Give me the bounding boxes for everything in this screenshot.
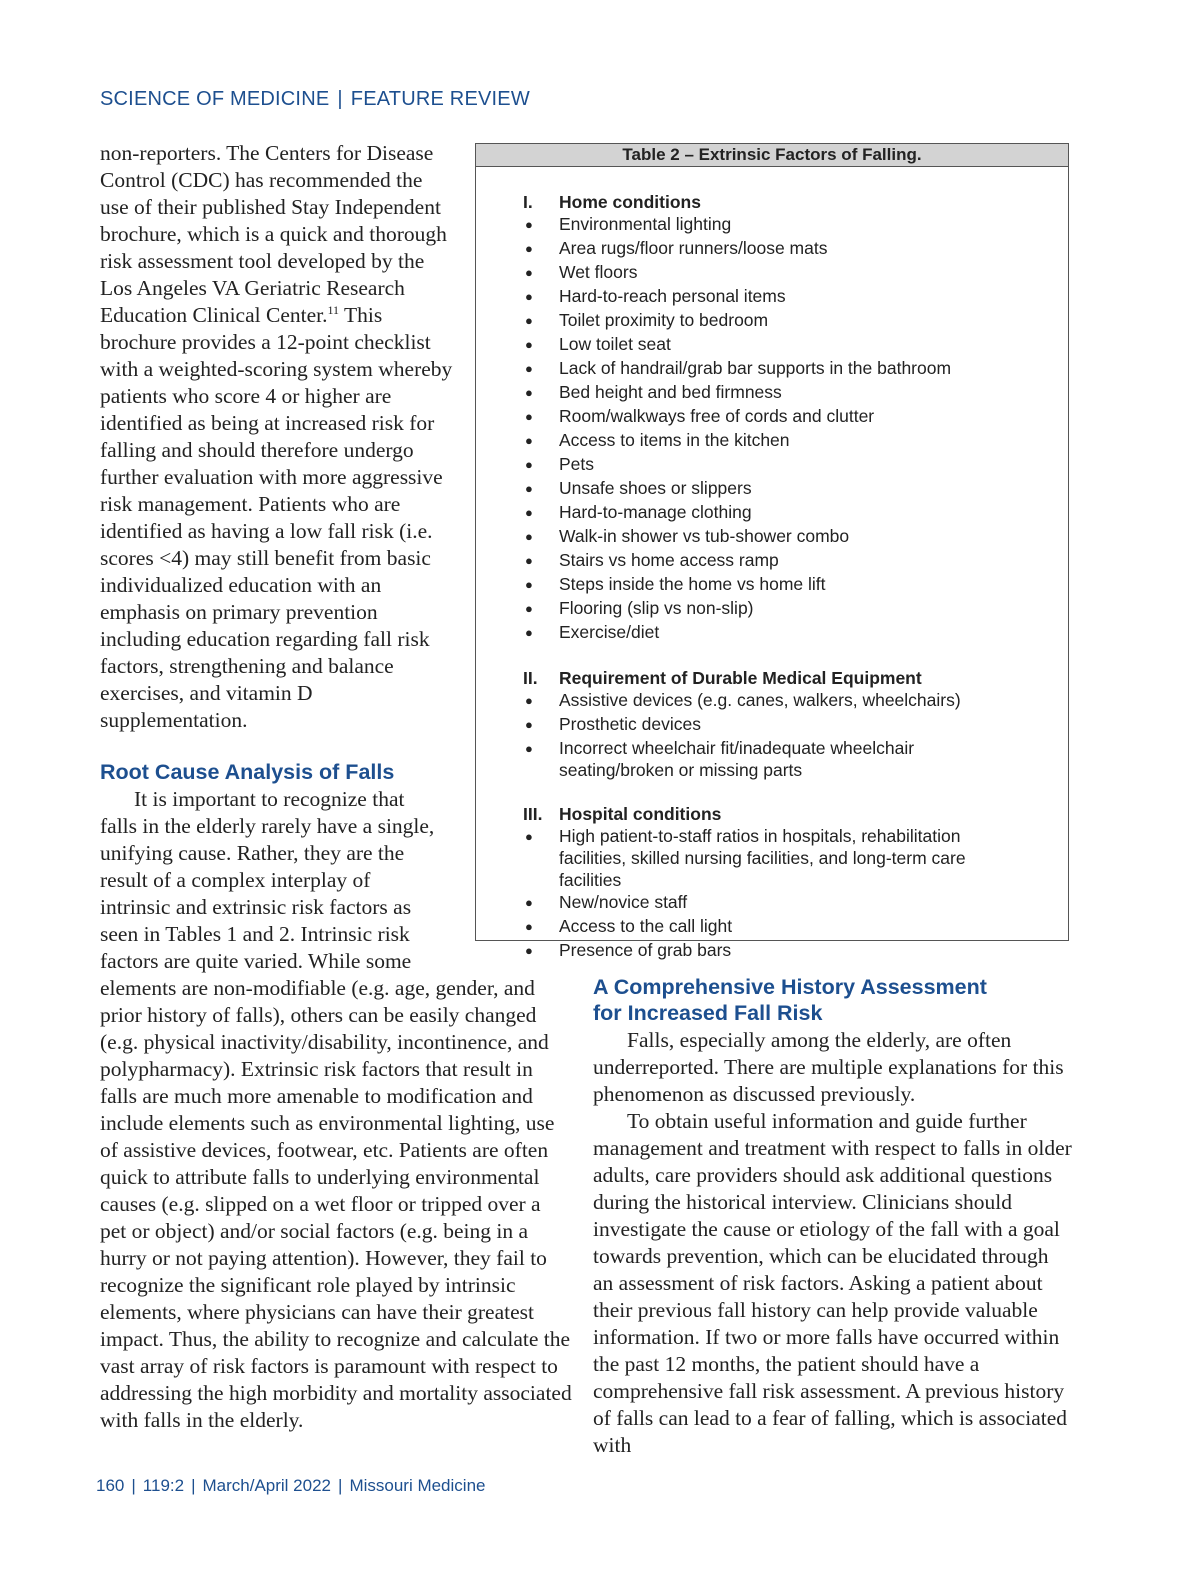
- table-list-item: [476, 333, 1068, 357]
- table-item-text: Access to the call light: [559, 916, 733, 936]
- bullet-marker: [476, 333, 559, 357]
- table-item-text: Stairs vs home access ramp: [559, 550, 779, 570]
- section-heading: Requirement of Durable Medical Equipment: [559, 668, 922, 688]
- table-item-text: Low toilet seat: [559, 334, 671, 354]
- bullet-marker: [476, 713, 559, 737]
- bullet-marker: [476, 453, 559, 477]
- table-list-item: [476, 689, 1068, 713]
- bullet-icon: ●: [525, 505, 533, 520]
- bullet-icon: ●: [525, 433, 533, 448]
- table-item-text: Prosthetic devices: [559, 714, 702, 734]
- footer-separator: |: [191, 1476, 196, 1495]
- bullet-marker: [476, 825, 559, 891]
- bullet-icon: ●: [525, 361, 533, 376]
- bullet-icon: ●: [525, 529, 533, 544]
- table-section: [476, 191, 1068, 645]
- bullet-icon: ●: [525, 829, 533, 844]
- bullet-marker: [476, 237, 559, 261]
- table-section-header: [476, 803, 1068, 825]
- table-list-item: [476, 261, 1068, 285]
- history-paragraph-1: Falls, especially among the elderly, are often underreported. There are multiple explanations for this phenomenon as discussed previously.: [593, 1028, 1064, 1106]
- bullet-icon: ●: [525, 217, 533, 232]
- footer-journal: Missouri Medicine: [349, 1476, 486, 1495]
- table-sections: [476, 191, 1068, 963]
- table-list-item: [476, 549, 1068, 573]
- bullet-marker: [476, 261, 559, 285]
- table-item-text: Flooring (slip vs non-slip): [559, 598, 754, 618]
- history-assessment-heading: [593, 974, 1063, 1026]
- root-cause-heading: Root Cause Analysis of Falls: [100, 760, 395, 784]
- bullet-marker: [476, 429, 559, 453]
- extrinsic-factors-table: [475, 143, 1069, 960]
- table-item-text: Pets: [559, 454, 595, 474]
- footer-separator: |: [131, 1476, 136, 1495]
- bullet-marker: [476, 309, 559, 333]
- left-column-intro: [100, 140, 456, 734]
- table-list-item: [476, 405, 1068, 429]
- footer-separator: |: [338, 1476, 343, 1495]
- root-cause-paragraph: It is important to recognize that falls in the elderly rarely have a single, unifying cause. Rather, they are the result of a complex interplay of intrinsic and extrinsic risk factors as seen in Tables 1 and 2. Intrinsic risk factors are quite varied. While some elements are non-modifiable (e.g. age, gender, and prior history of falls), others can be easily changed (e.g. physical inactivity/disability, incontinence, and polypharmacy). Extrinsic risk factors that result in falls are much more amenable to modification and include elements such as environmental lighting, use of assistive devices, footwear, etc. Patients are often quick to attribute falls to underlying environmental causes (e.g. slipped on a wet floor or tripped over a pet or object) and/or social factors (e.g. being in a hurry or not paying attention). However, they fail to recognize the significant role played by intrinsic elements, where physicians can have their greatest impact. Thus, the ability to recognize and calculate the vast array of risk factors is paramount with respect to addressing the high morbidity and mortality associated with falls in the elderly.: [100, 787, 572, 1432]
- table-list-item: [476, 891, 1068, 915]
- table-item-text: Exercise/diet: [559, 622, 660, 642]
- table-item-text: Steps inside the home vs home lift: [559, 574, 826, 594]
- table-item-text: Walk-in shower vs tub-shower combo: [559, 526, 850, 546]
- table-list-item: [476, 429, 1068, 453]
- table-item-text: Hard-to-manage clothing: [559, 502, 752, 522]
- table-list-item: [476, 213, 1068, 237]
- table-item-text: Bed height and bed firmness: [559, 382, 782, 402]
- table-item-text: Wet floors: [559, 262, 638, 282]
- bullet-marker: [476, 689, 559, 713]
- bullet-marker: [476, 213, 559, 237]
- bullet-icon: ●: [525, 741, 533, 756]
- bullet-icon: ●: [525, 481, 533, 496]
- bullet-icon: ●: [525, 385, 533, 400]
- bullet-icon: ●: [525, 409, 533, 424]
- bullet-icon: ●: [525, 241, 533, 256]
- footer-date: March/April 2022: [202, 1476, 332, 1495]
- bullet-marker: [476, 549, 559, 573]
- bullet-icon: ●: [525, 919, 533, 934]
- table-item-text: Room/walkways free of cords and clutter: [559, 406, 875, 426]
- table-item-text: Unsafe shoes or slippers: [559, 478, 752, 498]
- bullet-marker: [476, 285, 559, 309]
- bullet-icon: ●: [525, 943, 533, 958]
- section-numeral: I.: [523, 192, 533, 212]
- bullet-icon: ●: [525, 601, 533, 616]
- table-list-item: [476, 309, 1068, 333]
- table-item-text: Access to items in the kitchen: [559, 430, 790, 450]
- bullet-icon: ●: [525, 577, 533, 592]
- section-heading: Home conditions: [559, 192, 701, 212]
- table-list-item: [476, 939, 1068, 963]
- table-item-text: Assistive devices (e.g. canes, walkers, wheelchairs): [559, 690, 961, 710]
- table-list-item: [476, 381, 1068, 405]
- table-list-item: [476, 453, 1068, 477]
- table-item-text: New/novice staff: [559, 892, 688, 912]
- header-separator: |: [337, 88, 343, 110]
- bullet-marker: [476, 405, 559, 429]
- table-item-text: High patient-to-staff ratios in hospitals, rehabilitation facilities, skilled nursing facilities, and long-term care facilities: [559, 826, 966, 890]
- bullet-icon: ●: [525, 457, 533, 472]
- table-item-text: Hard-to-reach personal items: [559, 286, 786, 306]
- table-item-text: Incorrect wheelchair fit/inadequate wheelchair seating/broken or missing parts: [559, 738, 915, 780]
- history-paragraph-2: To obtain useful information and guide further management and treatment with respect to falls in older adults, care providers should ask additional questions during the historical interview. Clinicians should investigate the cause or etiology of the fall with a goal towards prevention, which can be elucidated through an assessment of risk factors. Asking a patient about their previous fall history can help provide valuable information. If two or more falls have occurred within the past 12 months, the patient should have a comprehensive fall risk assessment. A previous history of falls can lead to a fear of falling, which is associated with: [593, 1109, 1072, 1457]
- table-section-header: [476, 667, 1068, 689]
- history-heading-line1: A Comprehensive History Assessment: [593, 975, 987, 999]
- table-title: Table 2 – Extrinsic Factors of Falling.: [476, 144, 1068, 167]
- table-list-item: [476, 825, 1068, 891]
- bullet-icon: ●: [525, 895, 533, 910]
- bullet-marker: [476, 737, 559, 781]
- bullet-marker: [476, 501, 559, 525]
- table-list-item: [476, 501, 1068, 525]
- running-header: [100, 88, 530, 111]
- table-list-item: [476, 237, 1068, 261]
- bullet-marker: [476, 915, 559, 939]
- intro-paragraph: [100, 140, 456, 734]
- table-list-item: [476, 525, 1068, 549]
- bullet-marker: [476, 381, 559, 405]
- table-item-text: Toilet proximity to bedroom: [559, 310, 769, 330]
- table-list-item: [476, 737, 1068, 781]
- table-section: [476, 803, 1068, 963]
- table-item-text: Area rugs/floor runners/loose mats: [559, 238, 828, 258]
- bullet-icon: ●: [525, 717, 533, 732]
- table-list-item: [476, 621, 1068, 645]
- history-assessment-body: [593, 1027, 1073, 1459]
- table-list-item: [476, 573, 1068, 597]
- table-item-text: Environmental lighting: [559, 214, 732, 234]
- table-list-item: [476, 285, 1068, 309]
- bullet-icon: ●: [525, 337, 533, 352]
- bullet-marker: [476, 621, 559, 645]
- section-numeral: II.: [523, 668, 538, 688]
- bullet-icon: ●: [525, 289, 533, 304]
- page-footer: [96, 1476, 485, 1496]
- bullet-icon: ●: [525, 553, 533, 568]
- intro-text-part1: non-reporters. The Centers for Disease Control (CDC) has recommended the use of their published Stay Independent brochure, which is a quick and thorough risk assessment tool developed by the Los Angeles VA Geriatric Research Education Clinical Center.: [100, 141, 447, 327]
- bullet-marker: [476, 477, 559, 501]
- table-section: [476, 667, 1068, 781]
- bullet-icon: ●: [525, 693, 533, 708]
- bullet-marker: [476, 357, 559, 381]
- footer-issue: 119:2: [142, 1476, 185, 1495]
- table-section-header: [476, 191, 1068, 213]
- history-heading-line2: for Increased Fall Risk: [593, 1001, 823, 1025]
- bullet-marker: [476, 939, 559, 963]
- table-item-text: Lack of handrail/grab bar supports in the bathroom: [559, 358, 952, 378]
- intro-text-part2: This brochure provides a 12-point checklist with a weighted-scoring system whereby patients who score 4 or higher are identified as being at increased risk for falling and should therefore undergo further evaluation with more aggressive risk management. Patients who are identified as having a low fall risk (i.e. scores <4) may still benefit from basic individualized education with an emphasis on primary prevention including education regarding fall risk factors, strengthening and balance exercises, and vitamin D supplementation.: [100, 303, 453, 732]
- bullet-marker: [476, 597, 559, 621]
- bullet-marker: [476, 573, 559, 597]
- table-list-item: [476, 357, 1068, 381]
- bullet-icon: ●: [525, 313, 533, 328]
- header-section: SCIENCE OF MEDICINE: [100, 88, 330, 110]
- header-article-type: FEATURE REVIEW: [350, 88, 530, 110]
- section-heading: Hospital conditions: [559, 804, 722, 824]
- table-list-item: [476, 597, 1068, 621]
- section-numeral: III.: [523, 804, 543, 824]
- bullet-marker: [476, 525, 559, 549]
- table-list-item: [476, 713, 1068, 737]
- bullet-icon: ●: [525, 265, 533, 280]
- table-list-item: [476, 477, 1068, 501]
- citation-superscript: 11: [327, 302, 340, 317]
- bullet-marker: [476, 891, 559, 915]
- bullet-icon: ●: [525, 625, 533, 640]
- table-list-item: [476, 915, 1068, 939]
- footer-page-number: 160: [96, 1476, 125, 1495]
- table-item-text: Presence of grab bars: [559, 940, 732, 960]
